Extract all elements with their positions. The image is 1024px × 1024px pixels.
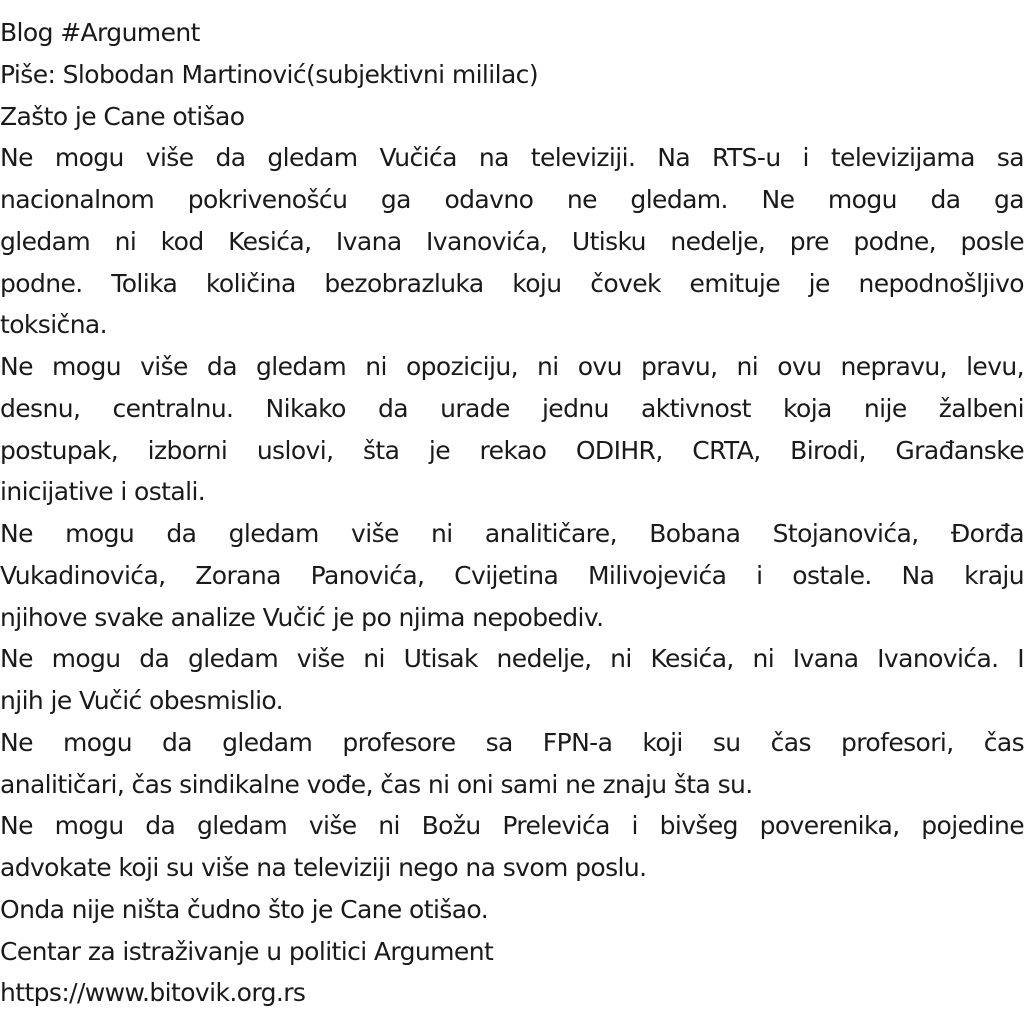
paragraph-line: desnu, centralnu. Nikako da urade jednu aktivnost koja nije žalbeni xyxy=(0,393,1024,423)
paragraph xyxy=(0,346,1024,513)
organization-name: Centar za istraživanje u politici Argument xyxy=(0,936,494,966)
paragraph-line: analitičari, čas sindikalne vođe, čas ni oni sami ne znaju šta su. xyxy=(0,769,753,799)
article-title: Zašto je Cane otišao xyxy=(0,101,245,131)
paragraph xyxy=(0,722,1024,806)
paragraph-line: advokate koji su više na televiziji nego na svom poslu. xyxy=(0,853,647,882)
paragraph xyxy=(0,638,1024,722)
paragraph-line: Ne mogu više da gledam ni opoziciju, ni ovu pravu, ni ovu nepravu, levu, xyxy=(0,352,1024,381)
paragraph-line: Ne mogu da gledam više ni Božu Prelevića i bivšeg poverenika, pojedine xyxy=(0,811,1024,841)
paragraph-line: Vukadinovića, Zorana Panovića, Cvijetina Milivojevića i ostale. Na kraju xyxy=(0,560,1024,590)
paragraph-line: gledam ni kod Kesića, Ivana Ivanovića, Utisku nedelje, pre podne, posle xyxy=(0,226,1024,256)
paragraph-line: toksična. xyxy=(0,310,108,340)
paragraph-line: Ne mogu više da gledam Vučića na televiziji. Na RTS-u i televizijama sa xyxy=(0,143,1024,173)
blog-document xyxy=(0,12,1024,1014)
paragraph-line: njihove svake analize Vučić je po njima nepobediv. xyxy=(0,602,604,632)
paragraph-line: Ne mogu da gledam više ni Utisak nedelje, ni Kesića, ni Ivana Ivanovića. I xyxy=(0,644,1024,674)
paragraph-line: Ne mogu da gledam više ni analitičare, Bobana Stojanovića, Đorđa xyxy=(0,519,1024,548)
paragraph-line: njih je Vučić obesmislio. xyxy=(0,686,284,715)
paragraph-line: podne. Tolika količina bezobrazluka koju čovek emituje je nepodnošljivo xyxy=(0,268,1024,298)
paragraph xyxy=(0,805,1024,889)
paragraph-line: postupak, izborni uslovi, šta je rekao ODIHR, CRTA, Birodi, Građanske xyxy=(0,435,1024,465)
paragraph xyxy=(0,137,1024,346)
paragraph xyxy=(0,513,1024,638)
paragraph-line: inicijative i ostali. xyxy=(0,477,206,507)
author-line: Piše: Slobodan Martinović(subjektivni mililac) xyxy=(0,59,538,89)
conclusion-line: Onda nije ništa čudno što je Cane otišao. xyxy=(0,894,489,924)
website-link[interactable]: https://www.bitovik.org.rs xyxy=(0,978,306,1008)
paragraph-line: Ne mogu da gledam profesore sa FPN-a koji su čas profesori, čas xyxy=(0,727,1024,757)
paragraph-line: nacionalnom pokrivenošću ga odavno ne gledam. Ne mogu da ga xyxy=(0,185,1024,214)
blog-label: Blog #Argument xyxy=(0,18,200,47)
